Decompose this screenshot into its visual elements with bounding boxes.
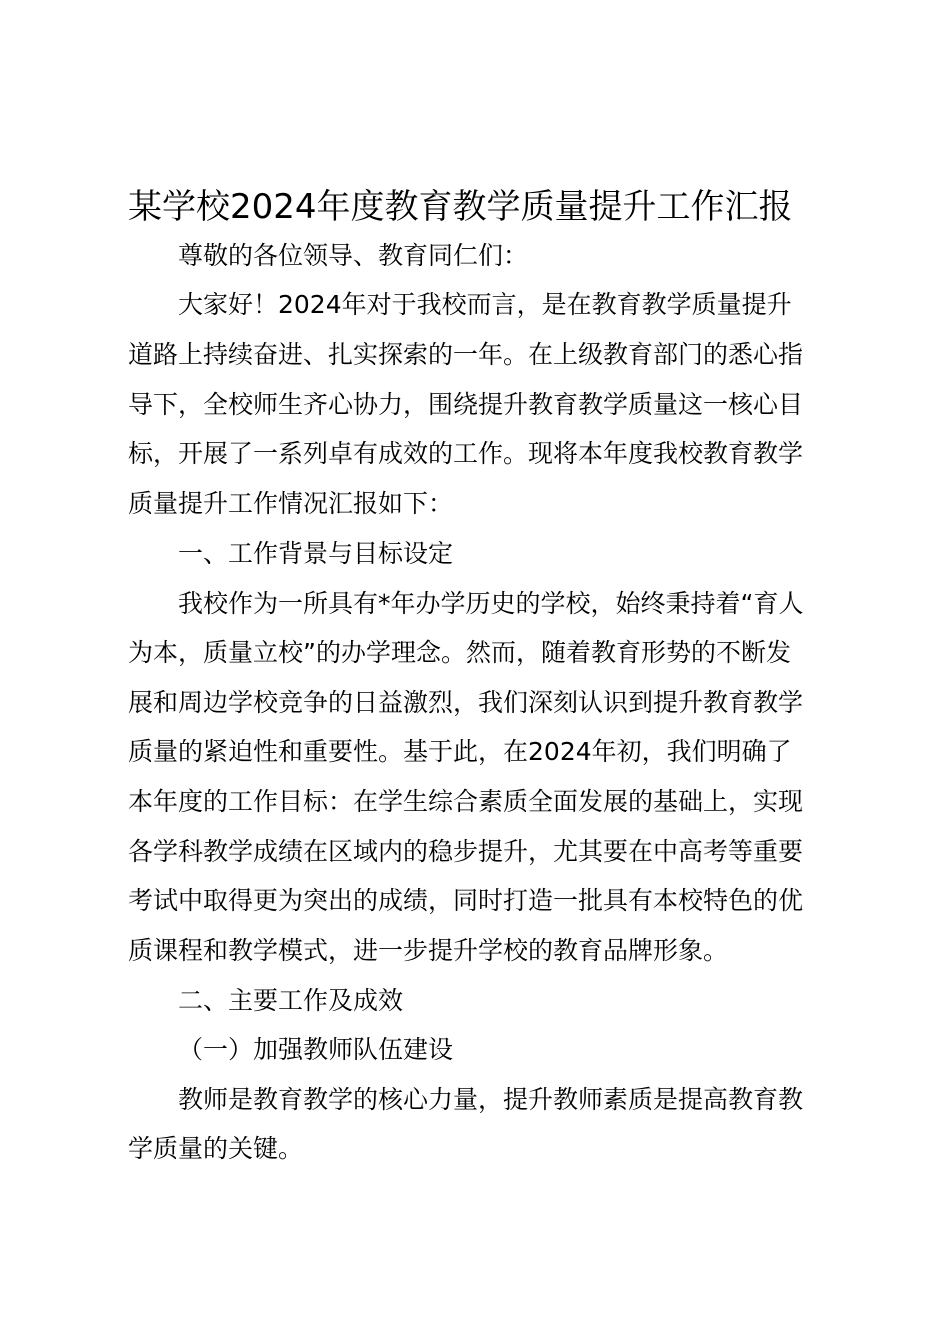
subsection-heading: （一）加强教师队伍建设: [178, 1035, 454, 1064]
subsection1-line: 教师是教育教学的核心力量，提升教师素质是提高教育教: [178, 1085, 804, 1114]
intro-line: 道路上持续奋进、扎实探索的一年。在上级教育部门的悉心指: [128, 340, 804, 369]
document-title: 某学校2024年度教育教学质量提升工作汇报: [128, 187, 793, 227]
intro-line: 质量提升工作情况汇报如下：: [128, 489, 454, 518]
section1-line: 质课程和教学模式，进一步提升学校的教育品牌形象。: [128, 936, 729, 965]
intro-line: 导下，全校师生齐心协力，围绕提升教育教学质量这一核心目: [128, 390, 804, 419]
intro-line: 大家好！2024年对于我校而言，是在教育教学质量提升: [178, 290, 792, 319]
section-heading: 二、主要工作及成效: [178, 986, 404, 1015]
section1-line: 我校作为一所具有*年办学历史的学校，始终秉持着“育人: [178, 589, 804, 618]
section1-line: 质量的紧迫性和重要性。基于此，在2024年初，我们明确了: [128, 737, 792, 766]
section1-line: 考试中取得更为突出的成绩，同时打造一批具有本校特色的优: [128, 886, 804, 915]
intro-line: 标，开展了一系列卓有成效的工作。现将本年度我校教育教学: [128, 439, 804, 468]
section1-line: 本年度的工作目标：在学生综合素质全面发展的基础上，实现: [128, 787, 804, 816]
section1-line: 展和周边学校竞争的日益激烈，我们深刻认识到提升教育教学: [128, 688, 804, 717]
section1-line: 各学科教学成绩在区域内的稳步提升，尤其要在中高考等重要: [128, 837, 804, 866]
section-heading: 一、工作背景与目标设定: [178, 539, 454, 568]
subsection1-line: 学质量的关键。: [128, 1134, 304, 1163]
salutation: 尊敬的各位领导、教育同仁们：: [178, 241, 529, 270]
section1-line: 为本，质量立校”的办学理念。然而，随着教育形势的不断发: [128, 638, 791, 667]
